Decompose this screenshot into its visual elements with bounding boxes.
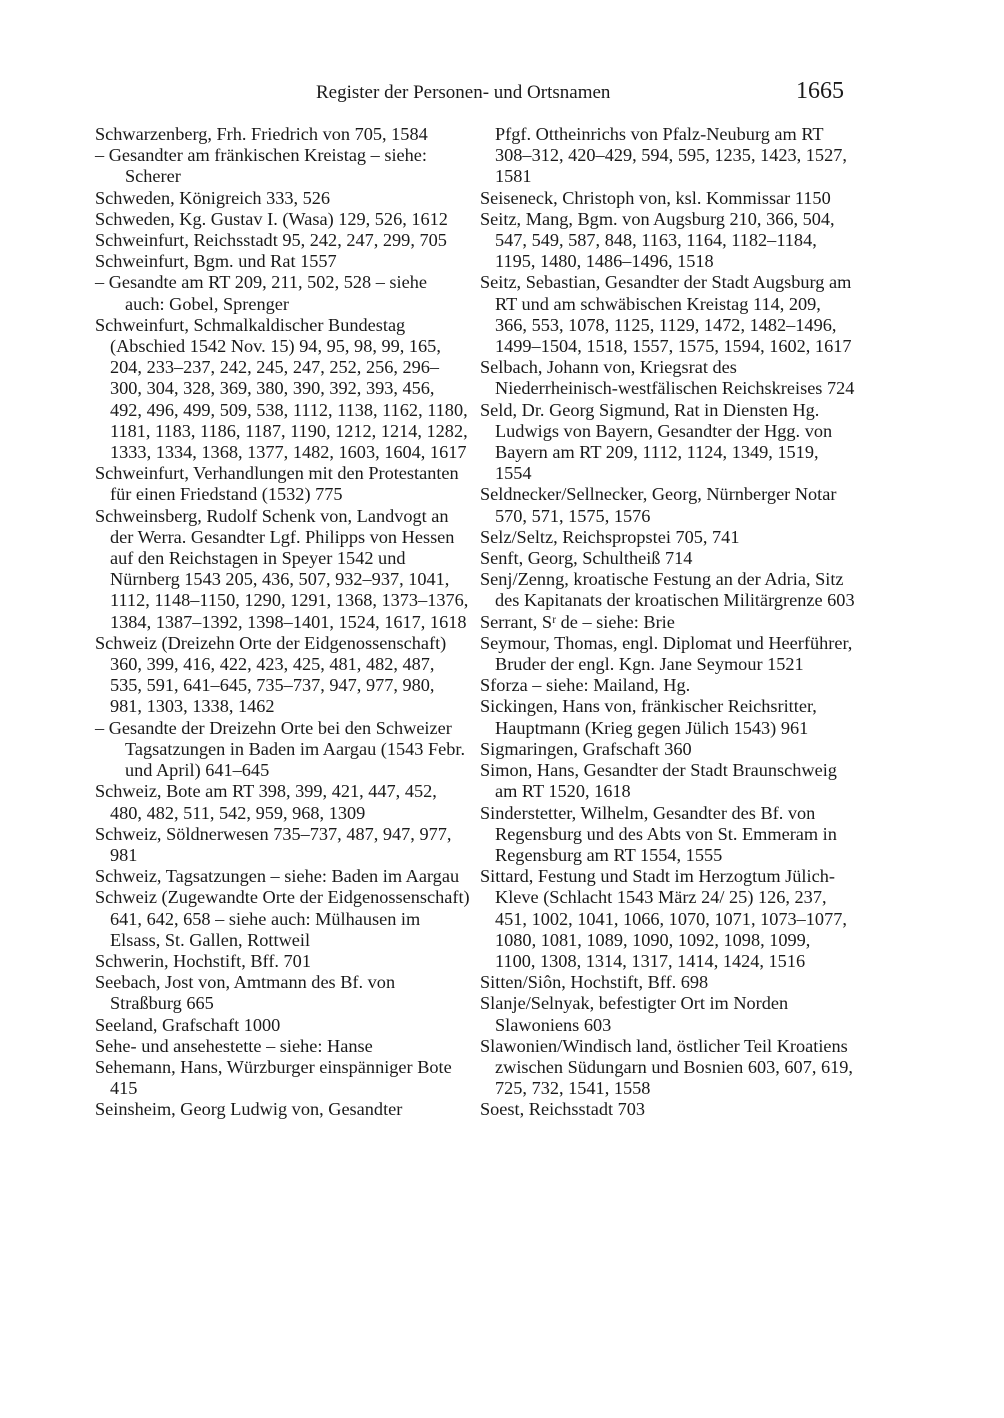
index-entry: Schweiz (Dreizehn Orte der Eidgenossenschaft) 360, 399, 416, 422, 423, 425, 481, 482, 487, 535, 591, 641–645, 735–737, 947, 977, 980, 981, 1303, 1338, 1462 [95, 632, 447, 717]
index-entry: Sitten/Siôn, Hochstift, Bff. 698 [480, 972, 709, 993]
index-entry: Seeland, Grafschaft 1000 [95, 1014, 281, 1035]
index-entry: Sickingen, Hans von, fränkischer Reichsritter, Hauptmann (Krieg gegen Jülich 1543) 961 [480, 696, 817, 738]
index-entry: Pfgf. Ottheinrichs von Pfalz-Neuburg am RT 308–312, 420–429, 594, 595, 1235, 1423, 1527, 1581 [495, 124, 847, 187]
index-entry: Seld, Dr. Georg Sigmund, Rat in Diensten Hg. Ludwigs von Bayern, Gesandter der Hgg. von Bayern am RT 209, 1112, 1124, 1349, 1519, 1554 [480, 399, 833, 484]
index-subentry: – Gesandte am RT 209, 211, 502, 528 – siehe auch: Gobel, Sprenger [95, 272, 427, 314]
index-entry: Sigmaringen, Grafschaft 360 [480, 738, 692, 759]
index-entry: Sehemann, Hans, Würzburger einspänniger Bote 415 [95, 1056, 452, 1099]
index-entry: Seinsheim, Georg Ludwig von, Gesandter [95, 1099, 403, 1120]
index-entry: Senj/Zenng, kroatische Festung an der Adria, Sitz des Kapitanats der kroatischen Militärgrenze 603 [480, 569, 855, 611]
index-entry: Schweinsberg, Rudolf Schenk von, Landvogt an der Werra. Gesandter Lgf. Philipps von Hessen auf den Reichstagen in Speyer 1542 und Nürnberg 1543 205, 436, 507, 932–937, 1041, 1112, 1148–1150, 1290, 1291, 1368, 1373–1376, 1384, 1387–1392, 1398–1401, 1524, 1617, 1618 [95, 505, 469, 632]
index-entry: Seitz, Mang, Bgm. von Augsburg 210, 366, 504, 547, 549, 587, 848, 1163, 1164, 1182–1184, 1195, 1480, 1486–1496, 1518 [480, 208, 835, 272]
index-entry: Senft, Georg, Schultheiß 714 [480, 548, 693, 569]
index-entry: Selbach, Johann von, Kriegsrat des Niederrheinisch-westfälischen Reichskreises 724 [480, 357, 855, 399]
index-entry: Schweinfurt, Schmalkaldischer Bundestag (Abschied 1542 Nov. 15) 94, 95, 98, 99, 165, 204, 233–237, 242, 245, 247, 252, 256, 296–300, 304, 328, 369, 380, 390, 392, 393, 456, 492, 496, 499, 509, 538, 1112, 1138, 1162, 1180, 1181, 1183, 1186, 1187, 1190, 1212, 1214, 1282, 1333, 1334, 1368, 1377, 1482, 1603, 1604, 1617 [95, 314, 468, 463]
index-entry: Schweiz, Söldnerwesen 735–737, 487, 947, 977, 981 [95, 823, 452, 865]
index-entry: Simon, Hans, Gesandter der Stadt Braunschweig am RT 1520, 1618 [480, 760, 837, 802]
index-entry: Schweiz, Tagsatzungen – siehe: Baden im Aargau [95, 866, 460, 887]
index-entry: Sinderstetter, Wilhelm, Gesandter des Bf. von Regensburg und des Abts von St. Emmeram in Regensburg am RT 1554, 1555 [480, 802, 837, 865]
index-entry: Schweiz (Zugewandte Orte der Eidgenossenschaft) 641, 642, 658 – siehe auch: Mülhausen im Elsass, St. Gallen, Rottweil [95, 887, 470, 950]
index-entry: Selz/Seltz, Reichspropstei 705, 741 [480, 526, 740, 547]
index-entry: Sehe- und ansehestette – siehe: Hanse [95, 1035, 373, 1056]
page-header [0, 80, 1004, 110]
index-entry: Slanje/Selnyak, befestigter Ort im Norden Slawoniens 603 [480, 993, 789, 1035]
index-entry: Schweden, Kg. Gustav I. (Wasa) 129, 526, 1612 [95, 208, 448, 229]
index-entry: Seymour, Thomas, engl. Diplomat und Heerführer, Bruder der engl. Kgn. Jane Seymour 1521 [480, 632, 853, 675]
index-entry: Sforza – siehe: Mailand, Hg. [480, 675, 691, 696]
index-subentry: – Gesandte der Dreizehn Orte bei den Schweizer Tagsatzungen in Baden im Aargau (1543 Febr. und April) 641–645 [95, 717, 466, 781]
index-entry: Schweiz, Bote am RT 398, 399, 421, 447, 452, 480, 482, 511, 542, 959, 968, 1309 [95, 781, 437, 823]
index-entry: Schweinfurt, Verhandlungen mit den Protestanten für einen Friedstand (1532) 775 [95, 463, 459, 505]
index-entry: Soest, Reichsstadt 703 [480, 1099, 646, 1120]
index-column-right [480, 124, 855, 1121]
index-entry: Seiseneck, Christoph von, ksl. Kommissar 1150 [480, 187, 831, 208]
running-title: Register der Personen- und Ortsnamen [316, 82, 611, 103]
index-entry: Seebach, Jost von, Amtmann des Bf. von Straßburg 665 [95, 972, 396, 1014]
index-entry: Schweinfurt, Reichsstadt 95, 242, 247, 299, 705 [95, 230, 447, 251]
index-column-left [95, 124, 470, 1121]
index-entry: Schweden, Königreich 333, 526 [95, 187, 331, 208]
index-entry: Schwarzenberg, Frh. Friedrich von 705, 1584 [95, 124, 428, 144]
index-subentry: – Gesandter am fränkischen Kreistag – siehe: Scherer [95, 145, 427, 187]
page-number: 1665 [796, 78, 844, 104]
index-entry: Seitz, Sebastian, Gesandter der Stadt Augsburg am RT und am schwäbischen Kreistag 114, 209, 366, 553, 1078, 1125, 1129, 1472, 1482–1496, 1499–1504, 1518, 1557, 1575, 1594, 1602, 1617 [480, 272, 852, 357]
index-entry: Schweinfurt, Bgm. und Rat 1557 [95, 251, 337, 272]
index-entry: Sittard, Festung und Stadt im Herzogtum Jülich-Kleve (Schlacht 1543 März 24/ 25) 126, 237, 451, 1002, 1041, 1066, 1070, 1071, 1073–1077, 1080, 1081, 1089, 1090, 1092, 1098, 1099, 1100, 1308, 1314, 1317, 1414, 1424, 1516 [480, 866, 847, 971]
index-entry: Seldnecker/Sellnecker, Georg, Nürnberger Notar 570, 571, 1575, 1576 [480, 484, 837, 526]
index-entry: Slawonien/Windisch land, östlicher Teil Kroatiens zwischen Südungarn und Bosnien 603, 607, 619, 725, 732, 1541, 1558 [480, 1035, 853, 1099]
index-entry: Schwerin, Hochstift, Bff. 701 [95, 950, 311, 971]
index-entry: Serrant, Sʳ de – siehe: Brie [480, 611, 675, 632]
